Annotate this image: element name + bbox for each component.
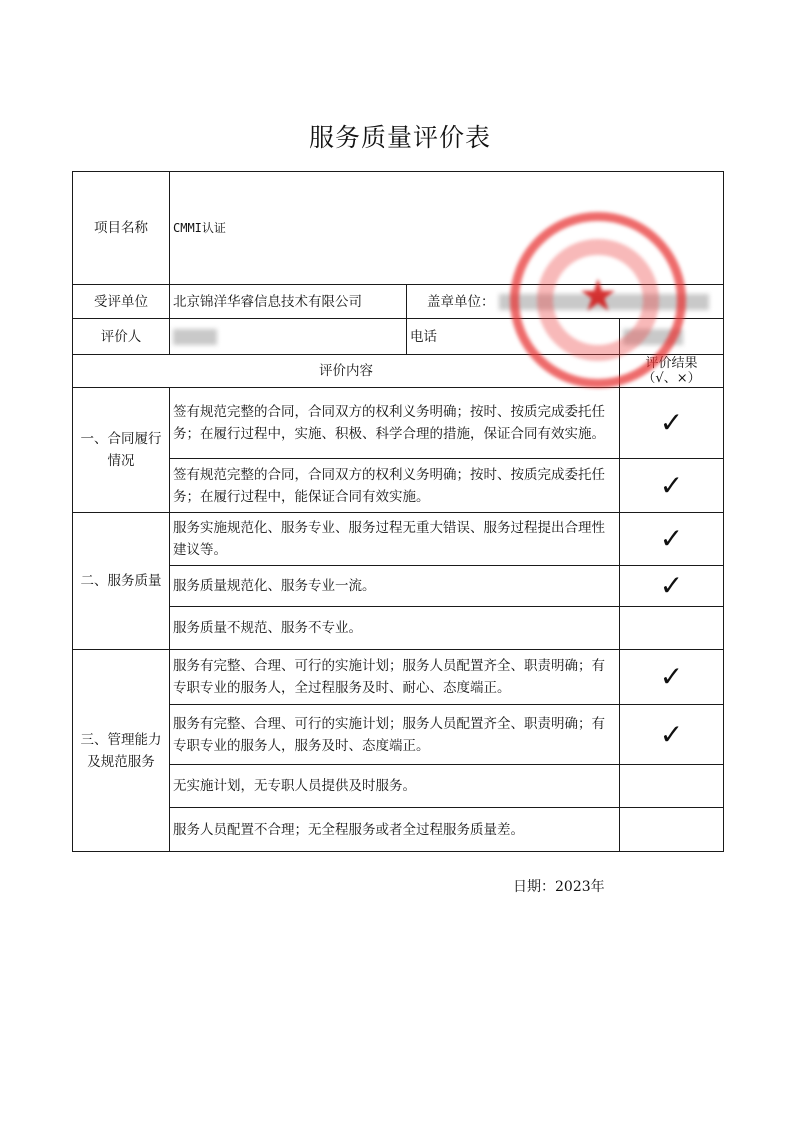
criterion-text: 无实施计划，无专职人员提供及时服务。 (170, 765, 620, 808)
redacted-seal-unit (499, 294, 709, 310)
table-row (73, 388, 724, 459)
table-row (73, 765, 724, 808)
table-row (73, 566, 724, 607)
check-mark-icon: ✓ (659, 468, 684, 502)
table-row (73, 513, 724, 566)
check-mark-icon: ✓ (659, 569, 684, 602)
evaluation-table (72, 171, 724, 852)
check-mark-icon: ✓ (659, 406, 684, 439)
table-row (73, 705, 724, 765)
seal-unit-label: 盖章单位： (427, 293, 495, 310)
redacted-phone (623, 329, 683, 345)
table-row (73, 808, 724, 852)
result-cell (620, 650, 724, 705)
check-mark-icon: ✓ (659, 717, 684, 751)
check-mark-icon: ✓ (659, 522, 684, 555)
criterion-text: 服务人员配置不合理；无全程服务或者全过程服务质量差。 (170, 808, 620, 852)
table-row (73, 607, 724, 650)
project-row (73, 172, 724, 285)
result-cell (620, 566, 724, 607)
section-management-label: 三、管理能力及规范服务 (73, 650, 170, 852)
table-row (73, 650, 724, 705)
seal-unit-cell (407, 285, 724, 319)
section-contract-label: 一、合同履行情况 (73, 388, 170, 513)
criterion-text: 服务有完整、合理、可行的实施计划；服务人员配置齐全、职责明确；有专职专业的服务人，全过程服务及时、耐心、态度端正。 (170, 650, 620, 705)
result-cell (620, 765, 724, 808)
result-cell (620, 705, 724, 765)
result-cell (620, 513, 724, 566)
result-header (620, 355, 724, 388)
phone-label: 电话 (407, 319, 620, 355)
result-cell (620, 459, 724, 513)
page-title: 服务质量评价表 (308, 123, 491, 152)
evaluator-value (170, 319, 407, 355)
result-cell (620, 607, 724, 650)
project-name-text: CMMI认证 (173, 221, 226, 235)
criterion-text: 服务实施规范化、服务专业、服务过程无重大错误、服务过程提出合理性建议等。 (170, 513, 620, 566)
result-header-line2: （√、×） (642, 371, 701, 386)
result-cell (620, 388, 724, 459)
criterion-text: 服务质量不规范、服务不专业。 (170, 607, 620, 650)
rated-unit-label: 受评单位 (73, 285, 170, 319)
date-line: 日期：2023年 (513, 879, 605, 895)
rated-unit-row (73, 285, 724, 319)
criterion-text: 签有规范完整的合同，合同双方的权利义务明确；按时、按质完成委托任务；在履行过程中，能保证合同有效实施。 (170, 459, 620, 513)
redacted-evaluator (173, 329, 217, 345)
project-name-label: 项目名称 (73, 172, 170, 285)
evaluator-label: 评价人 (73, 319, 170, 355)
criterion-text: 签有规范完整的合同，合同双方的权利义务明确；按时、按质完成委托任务；在履行过程中，实施、积极、科学合理的措施，保证合同有效实施。 (170, 388, 620, 459)
result-cell (620, 808, 724, 852)
section-quality-label: 二、服务质量 (73, 513, 170, 650)
content-header-row (73, 355, 724, 388)
rated-unit-value: 北京锦洋华睿信息技术有限公司 (170, 285, 407, 319)
phone-value (620, 319, 724, 355)
evaluator-row (73, 319, 724, 355)
criterion-text: 服务质量规范化、服务专业一流。 (170, 566, 620, 607)
criterion-text: 服务有完整、合理、可行的实施计划；服务人员配置齐全、职责明确；有专职专业的服务人，服务及时、态度端正。 (170, 705, 620, 765)
seal-star-icon: ★ (578, 270, 618, 322)
result-header-line1: 评价结果 (645, 356, 698, 371)
check-mark-icon: ✓ (659, 660, 684, 693)
project-name-value (170, 172, 724, 285)
content-header: 评价内容 (73, 355, 620, 388)
table-row (73, 459, 724, 513)
